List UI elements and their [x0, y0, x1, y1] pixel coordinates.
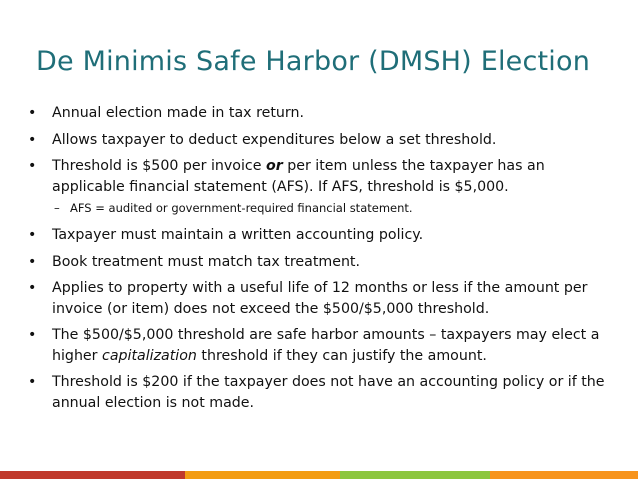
- bullet-item: [28, 372, 618, 413]
- bullet-marker: •: [28, 374, 37, 390]
- bullet-item: [28, 252, 618, 273]
- slide-title: De Minimis Safe Harbor (DMSH) Election: [36, 46, 591, 77]
- bullet-item: [28, 130, 618, 151]
- bullet-text: Allows taxpayer to deduct expenditures below a set threshold.: [52, 131, 497, 148]
- footer-segment-amber: [490, 471, 638, 479]
- footer-segment-orange: [185, 471, 340, 479]
- bullet-marker: •: [28, 327, 37, 343]
- footer-segment-green: [340, 471, 490, 479]
- bullet-marker: •: [28, 227, 37, 243]
- sub-bullet-item: [54, 200, 618, 217]
- bullet-item: [28, 103, 618, 124]
- bullet-item: [28, 156, 618, 197]
- bullet-text: Threshold is $200 if the taxpayer does not have an accounting policy or if the annual election is not made.: [52, 374, 605, 411]
- bullet-text: Taxpayer must maintain a written accounting policy.: [52, 227, 424, 243]
- bullet-text: Book treatment must match tax treatment.: [52, 253, 361, 270]
- bullet-item: [28, 225, 618, 246]
- sub-bullet-marker: –: [54, 201, 60, 215]
- bullet-marker: •: [28, 280, 37, 296]
- bullet-marker: •: [28, 158, 37, 174]
- bullet-text: Annual election made in tax return.: [52, 105, 304, 121]
- sub-bullet-text: AFS = audited or government-required financial statement.: [70, 201, 413, 215]
- bullet-text: The $500/$5,000 threshold are safe harbor amounts – taxpayers may elect a higher capitalization threshold if they can justify the amount.: [52, 327, 600, 364]
- bullet-text: Applies to property with a useful life of 12 months or less if the amount per invoice (or item) does not exceed the $500/$5,000 threshold.: [52, 280, 588, 317]
- footer-segment-red: [0, 471, 185, 479]
- emphasis-text: capitalization: [102, 347, 197, 364]
- footer-color-bar: [0, 471, 638, 479]
- bullet-marker: •: [28, 253, 37, 270]
- bullet-marker: •: [28, 105, 37, 121]
- bullet-item: [28, 325, 618, 366]
- bullet-item: [28, 278, 618, 319]
- bullet-list: [28, 103, 618, 419]
- bullet-marker: •: [28, 131, 37, 148]
- bullet-text: Threshold is $500 per invoice or per item unless the taxpayer has an applicable financial statement (AFS). If AFS, threshold is $5,000.: [52, 158, 545, 195]
- emphasis-text: or: [265, 158, 283, 174]
